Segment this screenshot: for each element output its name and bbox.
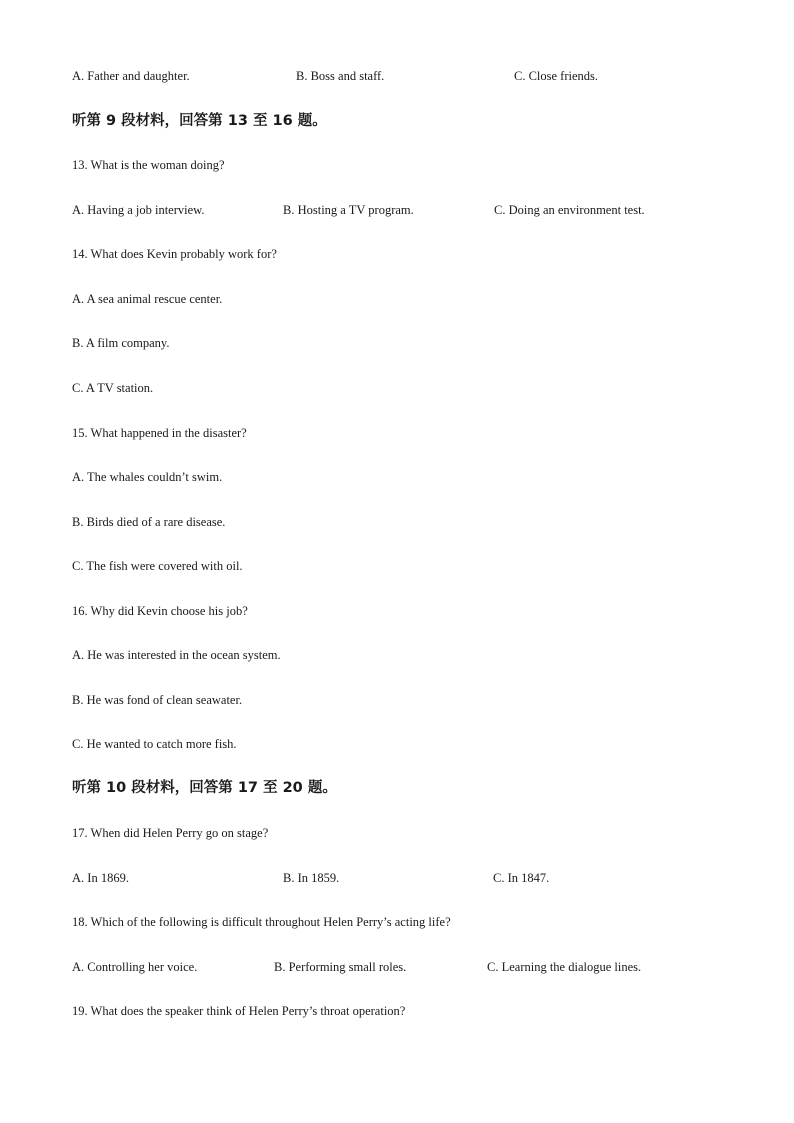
q13-question: 13. What is the woman doing? — [72, 158, 225, 172]
q14-option-b: B. A film company. — [72, 336, 170, 350]
q13-option-b: B. Hosting a TV program. — [283, 203, 414, 217]
q13-option-c: C. Doing an environment test. — [494, 203, 645, 217]
section-10-heading: 听第 10 段材料，回答第 17 至 20 题。 — [72, 780, 337, 796]
q18-option-c: C. Learning the dialogue lines. — [487, 960, 642, 974]
q15-option-b: B. Birds died of a rare disease. — [72, 515, 226, 529]
q16-option-b: B. He was fond of clean seawater. — [72, 693, 243, 707]
q17-option-b: B. In 1859. — [283, 871, 340, 885]
q17-question: 17. When did Helen Perry go on stage? — [72, 826, 269, 840]
q18-option-b: B. Performing small roles. — [274, 960, 407, 974]
q14-question: 14. What does Kevin probably work for? — [72, 247, 277, 261]
q12-option-b: B. Boss and staff. — [296, 69, 385, 83]
q13-option-a: A. Having a job interview. — [72, 203, 205, 217]
q16-option-c: C. He wanted to catch more fish. — [72, 737, 237, 751]
q19-question: 19. What does the speaker think of Helen Perry’s throat operation? — [72, 1004, 406, 1018]
section-9-heading: 听第 9 段材料，回答第 13 至 16 题。 — [72, 113, 327, 129]
q12-option-c: C. Close friends. — [514, 69, 599, 83]
q16-question: 16. Why did Kevin choose his job? — [72, 604, 248, 618]
q18-option-a: A. Controlling her voice. — [72, 960, 198, 974]
q12-option-a: A. Father and daughter. — [72, 69, 190, 83]
q15-option-c: C. The fish were covered with oil. — [72, 559, 243, 573]
q16-option-a: A. He was interested in the ocean system. — [72, 648, 281, 662]
q14-option-c: C. A TV station. — [72, 381, 154, 395]
q17-option-a: A. In 1869. — [72, 871, 129, 885]
q14-option-a: A. A sea animal rescue center. — [72, 292, 223, 306]
q18-question: 18. Which of the following is difficult throughout Helen Perry’s acting life? — [72, 915, 451, 929]
q15-question: 15. What happened in the disaster? — [72, 426, 247, 440]
q17-option-c: C. In 1847. — [493, 871, 550, 885]
q15-option-a: A. The whales couldn’t swim. — [72, 470, 223, 484]
